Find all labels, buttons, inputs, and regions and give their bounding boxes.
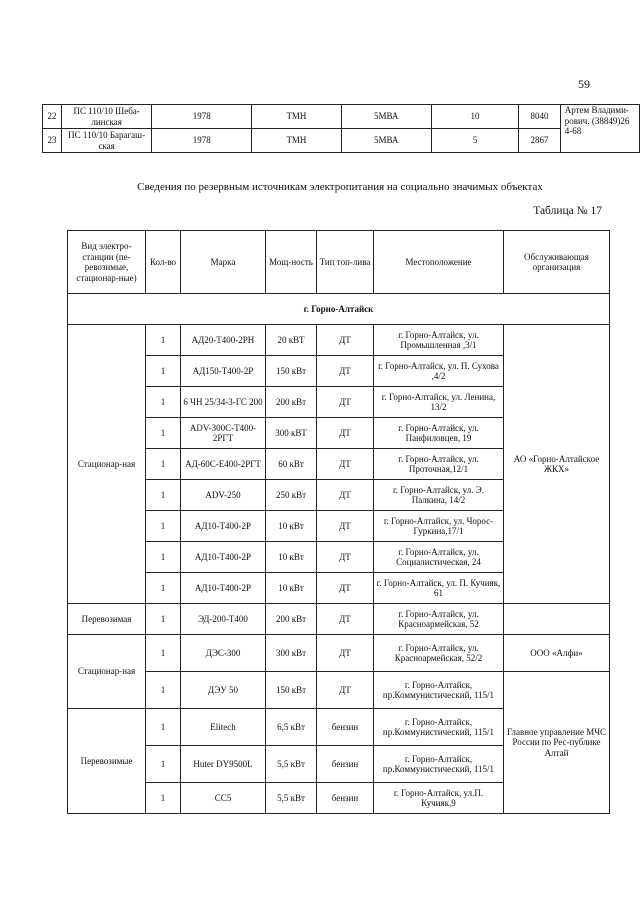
table-label: Таблица № 17	[533, 205, 602, 217]
city-row	[68, 294, 610, 325]
brand: АД10-Т400-2Р	[181, 542, 266, 573]
count: 1	[146, 449, 181, 480]
count: 1	[146, 672, 181, 709]
power: 5,5 кВт	[266, 783, 317, 814]
station-kind: Перевозимая	[68, 604, 146, 635]
fuel: бензин	[317, 746, 374, 783]
brand: АД10-Т400-2Р	[181, 511, 266, 542]
power: 5,5 кВт	[266, 746, 317, 783]
count: 1	[146, 604, 181, 635]
header-fuel: Тип топ-лива	[317, 231, 374, 294]
transformer-type: ТМН	[252, 129, 341, 153]
location: г. Горно-Алтайск, ул. Красноармейская, 52	[374, 604, 504, 635]
reserve-power-table	[67, 230, 610, 814]
station-kind: Перевозимые	[68, 709, 146, 814]
table-row	[68, 672, 610, 709]
fuel: ДТ	[317, 672, 374, 709]
location: г. Горно-Алтайск, ул. Панфиловцев, 19	[374, 418, 504, 449]
location: г. Горно-Алтайск, ул. Э. Палкина, 14/2	[374, 480, 504, 511]
station-kind: Стационар-ная	[68, 325, 146, 604]
power: 6,5 кВт	[266, 709, 317, 746]
service-org: ООО «Алфи»	[504, 635, 610, 672]
brand: АД150-Т400-2Р	[181, 356, 266, 387]
header-location: Местоположение	[374, 231, 504, 294]
brand: 6 ЧН 25/34-3-ГС 200	[181, 387, 266, 418]
table-row	[68, 604, 610, 635]
year: 1978	[152, 129, 252, 153]
brand: ЭД-200-Т400	[181, 604, 266, 635]
power: 300 кВт	[266, 635, 317, 672]
count: 1	[146, 387, 181, 418]
location: г. Горно-Алтайск, ул.П. Кучияк,9	[374, 783, 504, 814]
power: 5МВА	[341, 105, 431, 129]
fuel: ДТ	[317, 356, 374, 387]
substation-table	[42, 104, 640, 153]
voltage: 10	[431, 105, 519, 129]
fuel: ДТ	[317, 449, 374, 480]
brand: Huter DY9500L	[181, 746, 266, 783]
brand: ADV-250	[181, 480, 266, 511]
count: 1	[146, 783, 181, 814]
table-row	[68, 635, 610, 672]
value: 2867	[519, 129, 560, 153]
service-org: АО «Горно-Алтайское ЖКХ»	[504, 325, 610, 604]
header-kind: Вид электро-станции (пе-ревозимые, стационар-ные)	[68, 231, 146, 294]
power: 200 кВт	[266, 604, 317, 635]
service-org-empty	[504, 604, 610, 635]
location: г. Горно-Алтайск, пр.Коммунистический, 115/1	[374, 746, 504, 783]
value: 8040	[519, 105, 560, 129]
location: г. Горно-Алтайск, ул. Ленина, 13/2	[374, 387, 504, 418]
count: 1	[146, 635, 181, 672]
page-number: 59	[578, 77, 590, 91]
power: 150 кВт	[266, 356, 317, 387]
service-org: Главное управление МЧС России по Рес-публике Алтай	[504, 672, 610, 814]
fuel: ДТ	[317, 635, 374, 672]
power: 5МВА	[341, 129, 431, 153]
table-row	[68, 325, 610, 356]
power: 10 кВт	[266, 511, 317, 542]
brand: АД-60С-Е400-2РГТ	[181, 449, 266, 480]
brand: ДЭС-300	[181, 635, 266, 672]
location: г. Горно-Алтайск, ул. Чорос-Гуркина,17/1	[374, 511, 504, 542]
power: 150 кВт	[266, 672, 317, 709]
voltage: 5	[431, 129, 519, 153]
fuel: бензин	[317, 709, 374, 746]
fuel: ДТ	[317, 480, 374, 511]
power: 10 кВт	[266, 542, 317, 573]
location: г. Горно-Алтайск, ул. Проточная,12/1	[374, 449, 504, 480]
substation-name: ПС 110/10 Барагаш-ская	[62, 129, 152, 153]
table-row	[43, 105, 640, 129]
row-number: 22	[43, 105, 62, 129]
power: 20 кВТ	[266, 325, 317, 356]
header-row	[68, 231, 610, 294]
power: 10 кВт	[266, 573, 317, 604]
table-row	[43, 129, 640, 153]
brand: Elitech	[181, 709, 266, 746]
location: г. Горно-Алтайск, ул. П. Кучияк, 61	[374, 573, 504, 604]
header-brand: Марка	[181, 231, 266, 294]
transformer-type: ТМН	[252, 105, 341, 129]
location: г. Горно-Алтайск, пр.Коммунистический, 115/1	[374, 709, 504, 746]
count: 1	[146, 418, 181, 449]
power: 60 кВт	[266, 449, 317, 480]
count: 1	[146, 542, 181, 573]
fuel: ДТ	[317, 542, 374, 573]
header-power: Мощ-ность	[266, 231, 317, 294]
header-count: Кол-во	[146, 231, 181, 294]
power: 250 кВт	[266, 480, 317, 511]
brand: АД10-Т400-2Р	[181, 573, 266, 604]
location: г. Горно-Алтайск, ул. Красноармейская, 52/2	[374, 635, 504, 672]
count: 1	[146, 709, 181, 746]
count: 1	[146, 325, 181, 356]
fuel: ДТ	[317, 387, 374, 418]
location: г. Горно-Алтайск, ул. Социалистическая, 24	[374, 542, 504, 573]
brand: ADV-300C-Т400-2РГТ	[181, 418, 266, 449]
count: 1	[146, 573, 181, 604]
brand: ДЭУ 50	[181, 672, 266, 709]
substation-name: ПС 110/10 Шеба-линская	[62, 105, 152, 129]
header-org: Обслуживающая организация	[504, 231, 610, 294]
fuel: ДТ	[317, 573, 374, 604]
fuel: ДТ	[317, 604, 374, 635]
count: 1	[146, 746, 181, 783]
owner-contact: Артем Владими- рович. (38849)26 4-68	[560, 105, 639, 153]
fuel: ДТ	[317, 325, 374, 356]
count: 1	[146, 480, 181, 511]
count: 1	[146, 511, 181, 542]
fuel: бензин	[317, 783, 374, 814]
brand: АД20-Т400-2РН	[181, 325, 266, 356]
count: 1	[146, 356, 181, 387]
fuel: ДТ	[317, 418, 374, 449]
fuel: ДТ	[317, 511, 374, 542]
row-number: 23	[43, 129, 62, 153]
power: 300 кВТ	[266, 418, 317, 449]
city-name: г. Горно-Алтайск	[68, 294, 610, 325]
location: г. Горно-Алтайск, ул. Промышленная ,3/1	[374, 325, 504, 356]
station-kind: Стационар-ная	[68, 635, 146, 709]
brand: СС5	[181, 783, 266, 814]
location: г. Горно-Алтайск, ул. П. Сухова ,4/2	[374, 356, 504, 387]
location: г. Горно-Алтайск, пр.Коммунистический, 115/1	[374, 672, 504, 709]
year: 1978	[152, 105, 252, 129]
power: 200 кВт	[266, 387, 317, 418]
section-heading: Сведения по резервным источникам электропитания на социально значимых объектах	[137, 181, 543, 193]
